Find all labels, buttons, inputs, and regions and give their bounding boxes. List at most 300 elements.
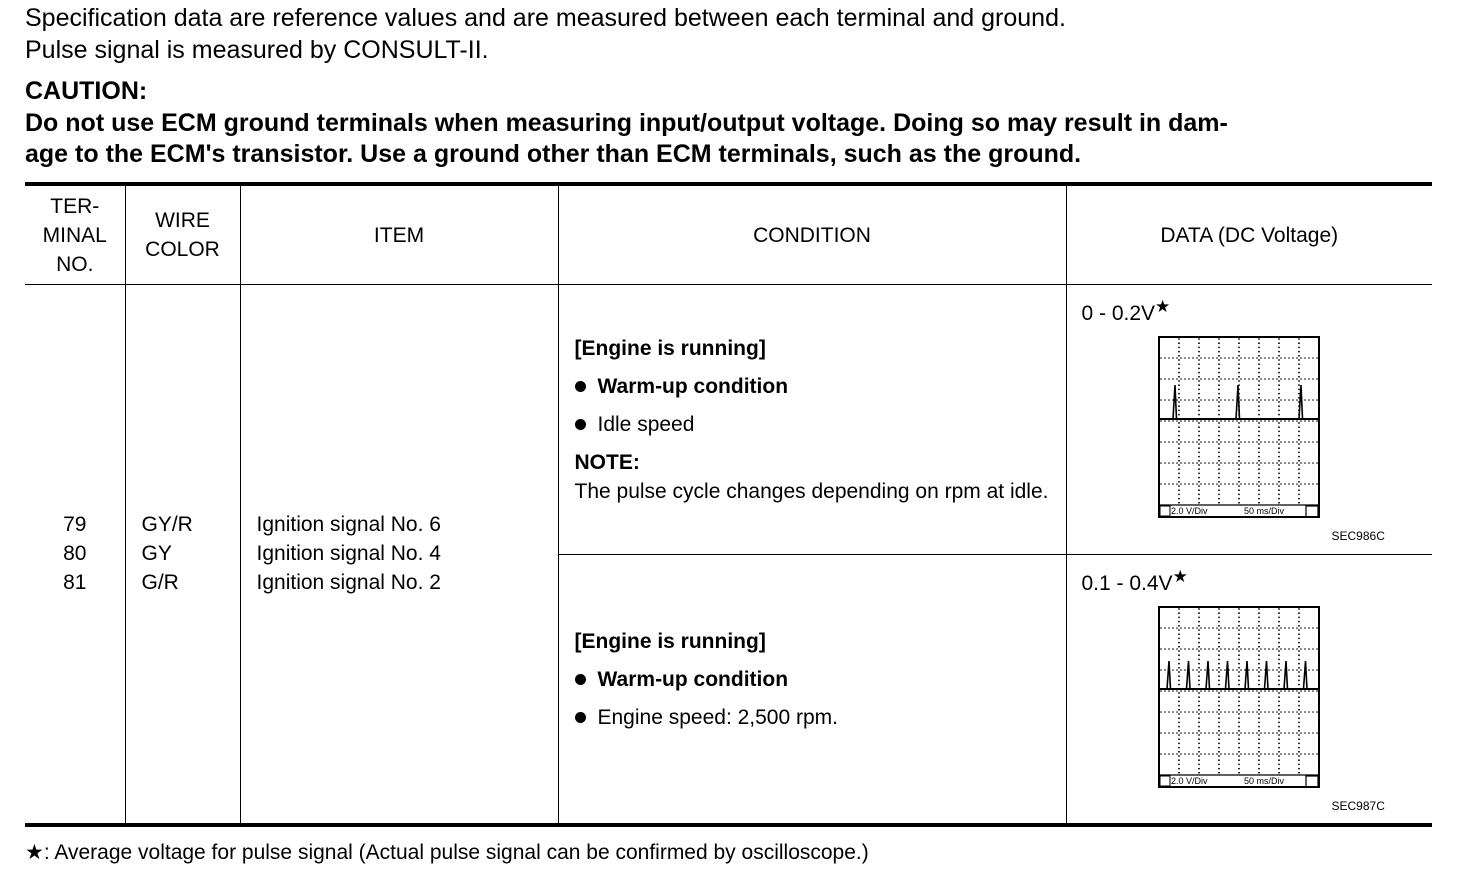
scope-grid-dot	[1298, 608, 1300, 610]
scope-grid-dot	[1198, 717, 1200, 719]
scope-grid-dot	[1238, 359, 1240, 361]
scope-grid-dot	[1296, 357, 1298, 359]
scope-grid-dot	[1276, 690, 1278, 692]
scope-grid-dot	[1228, 483, 1230, 485]
scope-grid-dot	[1198, 435, 1200, 437]
scope-grid-dot	[1208, 462, 1210, 464]
scope-grid-dot	[1304, 648, 1306, 650]
scope-grid-dot	[1160, 711, 1162, 713]
scope-grid-dot	[1198, 772, 1200, 774]
scope-grid-dot	[1316, 627, 1318, 629]
scope-grid-dot	[1278, 617, 1280, 619]
scope-grid-dot	[1196, 732, 1198, 734]
scope-grid-dot	[1244, 690, 1246, 692]
scope-grid-dot	[1198, 659, 1200, 661]
scope-grid-dot	[1278, 701, 1280, 703]
scope-grid-dot	[1232, 648, 1234, 650]
scope-grid-dot	[1198, 696, 1200, 698]
scope-grid-dot	[1308, 441, 1310, 443]
scope-grid-dot	[1198, 498, 1200, 500]
scope-grid-dot	[1238, 663, 1240, 665]
scope-grid-dot	[1218, 671, 1220, 673]
scope-grid-dot	[1258, 625, 1260, 627]
scope-grid-dot	[1296, 441, 1298, 443]
scope-grid-dot	[1218, 633, 1220, 635]
scope-grid-dot	[1164, 627, 1166, 629]
scope-grid-dot	[1198, 646, 1200, 648]
figure-code: SEC987C	[1331, 799, 1385, 813]
scope-grid-dot	[1232, 711, 1234, 713]
scope-grid-dot	[1220, 753, 1222, 755]
scope-grid-dot	[1218, 751, 1220, 753]
scope-grid-dot	[1228, 399, 1230, 401]
scope-grid-dot	[1304, 399, 1306, 401]
scope-grid-dot	[1308, 690, 1310, 692]
scope-grid-dot	[1178, 696, 1180, 698]
scope-grid-dot	[1238, 435, 1240, 437]
scope-grid-dot	[1288, 357, 1290, 359]
scope-grid-dot	[1298, 347, 1300, 349]
scope-grid-dot	[1268, 627, 1270, 629]
scope-grid-dot	[1198, 734, 1200, 736]
bullet-icon	[575, 674, 586, 685]
scope-grid-dot	[1232, 732, 1234, 734]
scope-grid-dot	[1196, 399, 1198, 401]
scope-grid-dot	[1278, 410, 1280, 412]
scope-grid-dot	[1260, 483, 1262, 485]
scope-grid-dot	[1258, 380, 1260, 382]
scope-grid-dot	[1300, 669, 1302, 671]
scope-grid-dot	[1278, 722, 1280, 724]
scope-grid-dot	[1180, 648, 1182, 650]
scope-grid-dot	[1200, 483, 1202, 485]
scope-grid-dot	[1316, 378, 1318, 380]
scope-grid-dot	[1256, 753, 1258, 755]
scope-grid-dot	[1232, 378, 1234, 380]
scope-grid-dot	[1258, 489, 1260, 491]
scope-grid-dot	[1218, 659, 1220, 661]
scope-grid-dot	[1218, 452, 1220, 454]
scope-grid-dot	[1218, 646, 1220, 648]
scope-grid-dot	[1268, 441, 1270, 443]
scope-grid-dot	[1238, 481, 1240, 483]
scope-grid-dot	[1218, 612, 1220, 614]
scope-grid-dot	[1212, 753, 1214, 755]
scope-grid-dot	[1218, 713, 1220, 715]
scope-grid-dot	[1312, 690, 1314, 692]
oscilloscope-waveform-idle	[1157, 335, 1321, 519]
scope-grid-dot	[1312, 399, 1314, 401]
scope-grid-dot	[1256, 711, 1258, 713]
scope-grid-dot	[1224, 420, 1226, 422]
scope-grid-dot	[1312, 627, 1314, 629]
scope-grid-dot	[1316, 669, 1318, 671]
scope-grid-dot	[1238, 460, 1240, 462]
scope-grid-dot	[1276, 378, 1278, 380]
scope-grid-dot	[1160, 399, 1162, 401]
scope-grid-dot	[1178, 363, 1180, 365]
condition-cell	[558, 285, 1066, 555]
scope-grid-dot	[1218, 684, 1220, 686]
scope-grid-dot	[1300, 378, 1302, 380]
scope-grid-dot	[1200, 669, 1202, 671]
scope-grid-dot	[1280, 711, 1282, 713]
scope-grid-dot	[1204, 732, 1206, 734]
intro-line-2: Pulse signal is measured by CONSULT-II.	[25, 36, 489, 64]
scope-grid-dot	[1198, 347, 1200, 349]
scope-grid-dot	[1178, 713, 1180, 715]
scope-grid-dot	[1278, 633, 1280, 635]
header-data: DATA (DC Voltage)	[1066, 184, 1432, 285]
scope-grid-dot	[1178, 355, 1180, 357]
scope-grid-dot	[1264, 483, 1266, 485]
scope-grid-dot	[1278, 696, 1280, 698]
scope-grid-dot	[1238, 473, 1240, 475]
scope-grid-dot	[1238, 730, 1240, 732]
scope-grid-dot	[1178, 730, 1180, 732]
scope-grid-dot	[1176, 690, 1178, 692]
scope-grid-dot	[1278, 743, 1280, 745]
scope-grid-dot	[1200, 462, 1202, 464]
scope-grid-dot	[1256, 483, 1258, 485]
scope-grid-dot	[1258, 485, 1260, 487]
scope-grid-dot	[1280, 357, 1282, 359]
scope-grid-dot	[1288, 420, 1290, 422]
scope-grid-dot	[1258, 473, 1260, 475]
scope-grid-dot	[1198, 502, 1200, 504]
voltage-value	[1082, 297, 1171, 326]
scope-grid-dot	[1298, 376, 1300, 378]
scope-grid-dot	[1278, 363, 1280, 365]
scope-grid-dot	[1238, 646, 1240, 648]
scope-grid-dot	[1238, 351, 1240, 353]
scope-grid-dot	[1258, 608, 1260, 610]
scope-grid-dot	[1198, 663, 1200, 665]
scope-grid-dot	[1198, 701, 1200, 703]
scope-grid-dot	[1278, 405, 1280, 407]
scope-grid-dot	[1196, 648, 1198, 650]
scope-grid-dot	[1238, 502, 1240, 504]
scope-grid-dot	[1298, 368, 1300, 370]
scope-grid-dot	[1200, 753, 1202, 755]
scope-grid-dot	[1238, 734, 1240, 736]
scope-grid-dot	[1228, 378, 1230, 380]
scope-grid-dot	[1308, 648, 1310, 650]
scope-grid-dot	[1198, 460, 1200, 462]
scope-grid-dot	[1192, 357, 1194, 359]
scope-grid-dot	[1164, 420, 1166, 422]
scope-grid-dot	[1192, 690, 1194, 692]
scope-grid-dot	[1258, 389, 1260, 391]
scope-grid-dot	[1198, 384, 1200, 386]
scope-grid-dot	[1256, 627, 1258, 629]
scope-grid-dot	[1312, 753, 1314, 755]
scope-grid-dot	[1238, 751, 1240, 753]
scope-grid-dot	[1288, 648, 1290, 650]
scope-grid-dot	[1248, 441, 1250, 443]
scope-grid-dot	[1172, 732, 1174, 734]
scope-grid-dot	[1178, 717, 1180, 719]
scope-grid-dot	[1278, 675, 1280, 677]
scope-grid-dot	[1258, 384, 1260, 386]
scope-grid-dot	[1178, 393, 1180, 395]
scope-grid-dot	[1258, 663, 1260, 665]
scope-grid-dot	[1276, 441, 1278, 443]
scope-grid-dot	[1244, 648, 1246, 650]
scope-grid-dot	[1272, 711, 1274, 713]
scope-grid-dot	[1236, 483, 1238, 485]
scope-grid-dot	[1184, 483, 1186, 485]
scope-grid-dot	[1178, 498, 1180, 500]
scope-grid-dot	[1164, 711, 1166, 713]
oscilloscope-waveform-2500rpm	[1157, 605, 1321, 789]
scope-grid-dot	[1248, 711, 1250, 713]
scope-grid-dot	[1208, 732, 1210, 734]
scope-grid-dot	[1248, 399, 1250, 401]
scope-grid-dot	[1180, 669, 1182, 671]
scope-tdiv-label: 50 ms/Div	[1243, 506, 1284, 516]
scope-grid-dot	[1278, 368, 1280, 370]
scope-grid-dot	[1258, 422, 1260, 424]
scope-grid-dot	[1284, 483, 1286, 485]
scope-grid-dot	[1178, 722, 1180, 724]
scope-grid-dot	[1256, 378, 1258, 380]
scope-grid-dot	[1278, 751, 1280, 753]
scope-pulse	[1167, 661, 1171, 689]
scope-grid-dot	[1200, 399, 1202, 401]
scope-grid-dot	[1258, 772, 1260, 774]
scope-grid-dot	[1244, 462, 1246, 464]
scope-grid-dot	[1278, 435, 1280, 437]
scope-grid-dot	[1176, 441, 1178, 443]
scope-grid-dot	[1268, 462, 1270, 464]
scope-grid-dot	[1220, 483, 1222, 485]
scope-grid-dot	[1220, 399, 1222, 401]
scope-grid-dot	[1178, 443, 1180, 445]
scope-grid-dot	[1198, 363, 1200, 365]
scope-grid-dot	[1196, 378, 1198, 380]
scope-grid-dot	[1298, 460, 1300, 462]
scope-grid-dot	[1218, 650, 1220, 652]
wire-color: GY/R	[141, 513, 193, 537]
scope-grid-dot	[1258, 617, 1260, 619]
wire-color-cell	[125, 285, 240, 825]
scope-grid-dot	[1184, 441, 1186, 443]
scope-grid-dot	[1218, 608, 1220, 610]
scope-grid-dot	[1218, 456, 1220, 458]
scope-grid-dot	[1178, 426, 1180, 428]
scope-grid-dot	[1258, 468, 1260, 470]
scope-grid-dot	[1168, 441, 1170, 443]
scope-grid-dot	[1298, 494, 1300, 496]
scope-grid-dot	[1258, 722, 1260, 724]
wire-color: GY	[141, 542, 172, 566]
scope-grid-dot	[1184, 711, 1186, 713]
scope-grid-dot	[1178, 768, 1180, 770]
scope-grid-dot	[1288, 399, 1290, 401]
bullet-icon	[575, 712, 586, 723]
scope-grid-dot	[1280, 669, 1282, 671]
scope-grid-dot	[1258, 764, 1260, 766]
scope-grid-dot	[1292, 399, 1294, 401]
scope-grid-dot	[1160, 648, 1162, 650]
scope-grid-dot	[1258, 363, 1260, 365]
scope-vdiv-label: 2.0 V/Div	[1170, 776, 1208, 786]
scope-grid-dot	[1278, 468, 1280, 470]
scope-grid-dot	[1238, 680, 1240, 682]
scope-grid-dot	[1198, 447, 1200, 449]
item-name: Ignition signal No. 4	[256, 542, 441, 566]
scope-grid-dot	[1260, 669, 1262, 671]
scope-grid-dot	[1196, 462, 1198, 464]
scope-grid-dot	[1238, 342, 1240, 344]
scope-grid-dot	[1292, 483, 1294, 485]
scope-grid-dot	[1280, 753, 1282, 755]
scope-grid-dot	[1298, 338, 1300, 340]
scope-grid-dot	[1244, 357, 1246, 359]
scope-grid-dot	[1284, 627, 1286, 629]
scope-grid-dot	[1178, 764, 1180, 766]
scope-grid-dot	[1298, 692, 1300, 694]
scope-grid-dot	[1200, 711, 1202, 713]
scope-grid-dot	[1178, 650, 1180, 652]
scope-grid-dot	[1198, 410, 1200, 412]
scope-grid-dot	[1258, 443, 1260, 445]
scope-grid-dot	[1240, 357, 1242, 359]
scope-grid-dot	[1220, 732, 1222, 734]
scope-grid-dot	[1298, 684, 1300, 686]
scope-grid-dot	[1278, 414, 1280, 416]
scope-grid-dot	[1212, 711, 1214, 713]
scope-grid-dot	[1220, 669, 1222, 671]
scope-grid-dot	[1298, 485, 1300, 487]
scope-grid-dot	[1256, 732, 1258, 734]
scope-grid-dot	[1272, 420, 1274, 422]
scope-grid-dot	[1288, 753, 1290, 755]
scope-grid-dot	[1272, 669, 1274, 671]
scope-grid-dot	[1258, 338, 1260, 340]
scope-grid-dot	[1198, 684, 1200, 686]
scope-grid-dot	[1268, 483, 1270, 485]
scope-grid-dot	[1272, 648, 1274, 650]
scope-grid-dot	[1178, 435, 1180, 437]
scope-grid-dot	[1232, 420, 1234, 422]
scope-grid-dot	[1178, 646, 1180, 648]
scope-grid-dot	[1238, 363, 1240, 365]
scope-grid-dot	[1218, 738, 1220, 740]
header-wire-color	[125, 184, 240, 285]
scope-grid-dot	[1298, 473, 1300, 475]
scope-grid-dot	[1184, 357, 1186, 359]
scope-grid-dot	[1298, 464, 1300, 466]
scope-grid-dot	[1218, 372, 1220, 374]
scope-grid-dot	[1178, 452, 1180, 454]
scope-grid-dot	[1308, 711, 1310, 713]
scope-grid-dot	[1224, 462, 1226, 464]
scope-grid-dot	[1178, 617, 1180, 619]
scope-grid-dot	[1236, 690, 1238, 692]
scope-grid-dot	[1228, 462, 1230, 464]
scope-grid-dot	[1218, 667, 1220, 669]
scope-grid-dot	[1298, 680, 1300, 682]
scope-grid-dot	[1218, 468, 1220, 470]
scope-grid-dot	[1216, 357, 1218, 359]
scope-grid-dot	[1298, 426, 1300, 428]
scope-grid-dot	[1298, 743, 1300, 745]
scope-grid-dot	[1316, 690, 1318, 692]
scope-grid-dot	[1278, 347, 1280, 349]
scope-grid-dot	[1180, 732, 1182, 734]
scope-grid-dot	[1240, 648, 1242, 650]
scope-grid-dot	[1280, 732, 1282, 734]
scope-grid-dot	[1198, 633, 1200, 635]
scope-grid-dot	[1228, 753, 1230, 755]
scope-grid-dot	[1258, 684, 1260, 686]
scope-grid-dot	[1208, 483, 1210, 485]
scope-grid-dot	[1280, 378, 1282, 380]
voltage-value	[1082, 567, 1188, 596]
scope-grid-dot	[1198, 443, 1200, 445]
scope-grid-dot	[1160, 420, 1162, 422]
scope-grid-dot	[1168, 753, 1170, 755]
scope-grid-dot	[1178, 384, 1180, 386]
scope-grid-dot	[1160, 441, 1162, 443]
scope-grid-dot	[1196, 753, 1198, 755]
scope-grid-dot	[1298, 498, 1300, 500]
scope-grid-dot	[1264, 420, 1266, 422]
scope-grid-dot	[1218, 768, 1220, 770]
scope-grid-dot	[1272, 378, 1274, 380]
scope-grid-dot	[1198, 468, 1200, 470]
scope-grid-dot	[1198, 755, 1200, 757]
scope-grid-dot	[1218, 414, 1220, 416]
scope-grid-dot	[1256, 357, 1258, 359]
header-terminal-line: NO.	[56, 252, 94, 276]
scope-grid-dot	[1212, 648, 1214, 650]
scope-grid-dot	[1256, 462, 1258, 464]
scope-grid-dot	[1178, 414, 1180, 416]
scope-grid-dot	[1276, 483, 1278, 485]
scope-grid-dot	[1208, 753, 1210, 755]
scope-grid-dot	[1238, 485, 1240, 487]
scope-grid-dot	[1238, 338, 1240, 340]
scope-grid-dot	[1238, 426, 1240, 428]
scope-grid-dot	[1258, 709, 1260, 711]
scope-grid-dot	[1298, 422, 1300, 424]
scope-grid-dot	[1278, 726, 1280, 728]
scope-grid-dot	[1278, 772, 1280, 774]
scope-grid-dot	[1292, 420, 1294, 422]
scope-grid-dot	[1184, 753, 1186, 755]
scope-grid-dot	[1278, 502, 1280, 504]
scope-grid-dot	[1272, 732, 1274, 734]
scope-grid-dot	[1238, 625, 1240, 627]
scope-grid-dot	[1164, 690, 1166, 692]
scope-grid-dot	[1168, 462, 1170, 464]
scope-grid-dot	[1238, 376, 1240, 378]
scope-grid-dot	[1298, 646, 1300, 648]
scope-grid-dot	[1268, 690, 1270, 692]
scope-grid-dot	[1204, 483, 1206, 485]
scope-grid-dot	[1218, 764, 1220, 766]
scope-grid-dot	[1298, 717, 1300, 719]
scope-grid-dot	[1192, 711, 1194, 713]
scope-grid-dot	[1198, 675, 1200, 677]
scope-grid-dot	[1240, 378, 1242, 380]
scope-grid-dot	[1272, 357, 1274, 359]
scope-grid-dot	[1176, 753, 1178, 755]
scope-grid-dot	[1258, 726, 1260, 728]
